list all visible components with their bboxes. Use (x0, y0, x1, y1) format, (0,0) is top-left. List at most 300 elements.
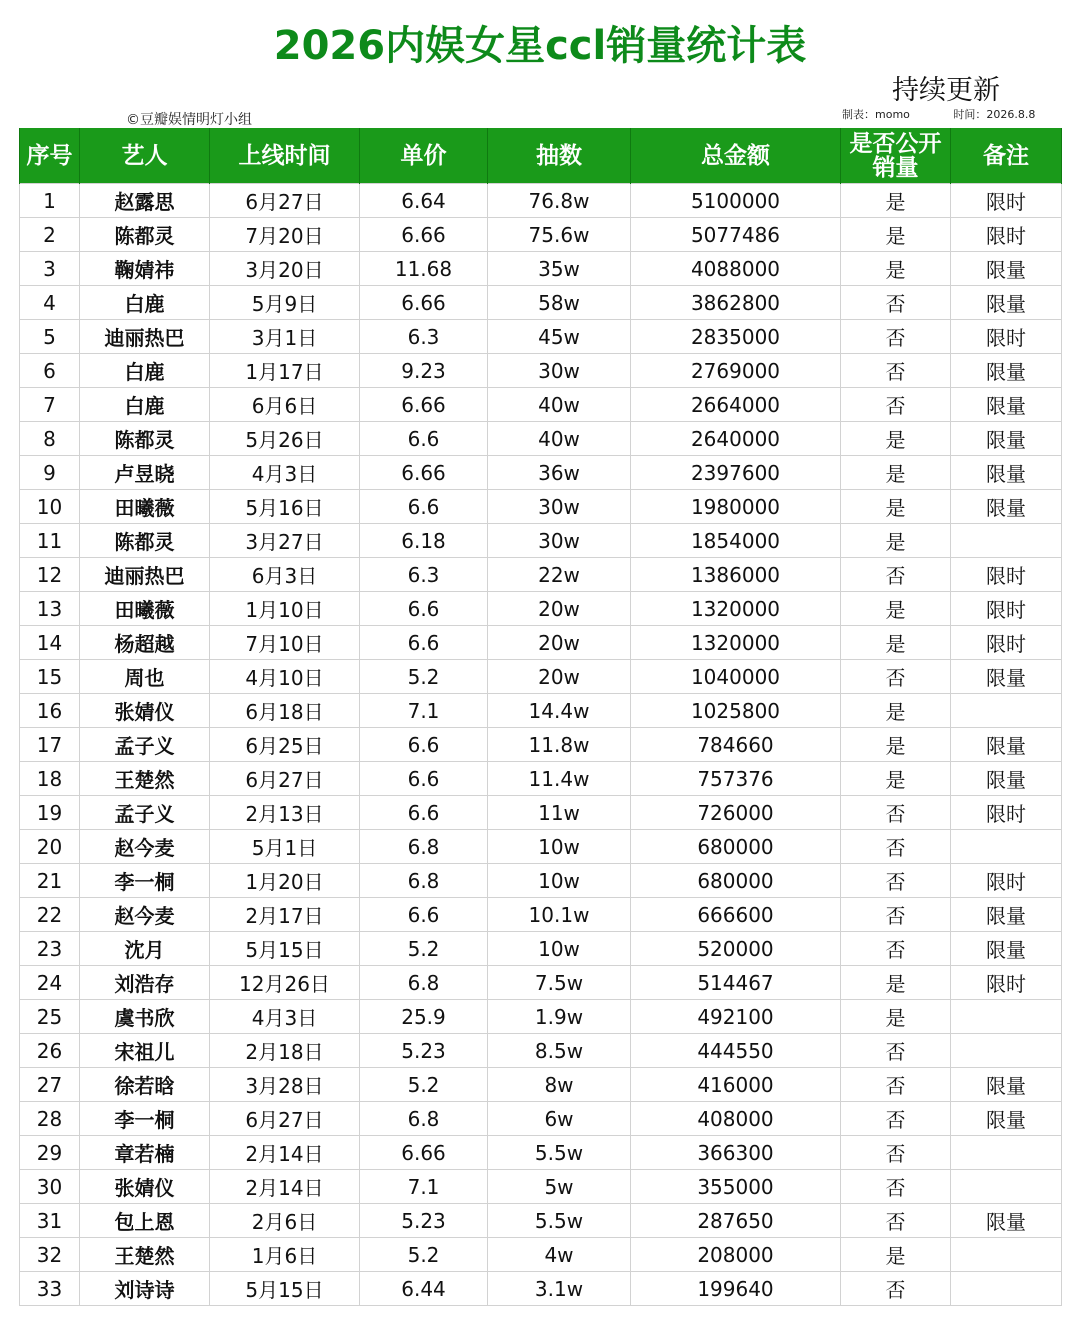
cell-index: 19 (20, 796, 80, 830)
cell-unit-price: 5.2 (360, 1068, 488, 1102)
cell-public-sales: 是 (841, 218, 951, 252)
cell-artist: 迪丽热巴 (80, 558, 210, 592)
header-artist: 艺人 (80, 128, 210, 184)
cell-unit-price: 5.2 (360, 932, 488, 966)
table-row (20, 1034, 1062, 1068)
cell-artist: 田曦薇 (80, 490, 210, 524)
header-public-line2: 销量 (872, 154, 919, 181)
cell-artist: 迪丽热巴 (80, 320, 210, 354)
cell-note: 限时 (951, 864, 1062, 898)
cell-total-amount: 199640 (631, 1272, 841, 1306)
cell-index: 23 (20, 932, 80, 966)
header-total-amount: 总金额 (631, 128, 841, 184)
cell-total-amount: 666600 (631, 898, 841, 932)
cell-note: 限时 (951, 592, 1062, 626)
cell-public-sales: 否 (841, 830, 951, 864)
cell-draws: 76.8w (488, 184, 631, 218)
table-row (20, 558, 1062, 592)
cell-index: 30 (20, 1170, 80, 1204)
cell-draws: 30w (488, 524, 631, 558)
cell-index: 3 (20, 252, 80, 286)
cell-unit-price: 6.3 (360, 320, 488, 354)
cell-draws: 11.8w (488, 728, 631, 762)
cell-total-amount: 2397600 (631, 456, 841, 490)
cell-total-amount: 366300 (631, 1136, 841, 1170)
cell-unit-price: 6.3 (360, 558, 488, 592)
cell-total-amount: 2769000 (631, 354, 841, 388)
cell-release-date: 12月26日 (210, 966, 360, 1000)
table-row (20, 286, 1062, 320)
cell-total-amount: 4088000 (631, 252, 841, 286)
cell-draws: 6w (488, 1102, 631, 1136)
cell-release-date: 6月25日 (210, 728, 360, 762)
cell-unit-price: 6.66 (360, 388, 488, 422)
cell-public-sales: 是 (841, 456, 951, 490)
cell-public-sales: 否 (841, 558, 951, 592)
cell-draws: 10w (488, 830, 631, 864)
cell-draws: 11w (488, 796, 631, 830)
cell-release-date: 2月6日 (210, 1204, 360, 1238)
cell-public-sales: 否 (841, 660, 951, 694)
cell-total-amount: 514467 (631, 966, 841, 1000)
cell-artist: 白鹿 (80, 354, 210, 388)
cell-note (951, 830, 1062, 864)
cell-unit-price: 6.6 (360, 422, 488, 456)
cell-draws: 58w (488, 286, 631, 320)
cell-total-amount: 1320000 (631, 592, 841, 626)
cell-public-sales: 是 (841, 1000, 951, 1034)
cell-note: 限时 (951, 796, 1062, 830)
cell-artist: 赵今麦 (80, 830, 210, 864)
cell-index: 5 (20, 320, 80, 354)
cell-draws: 3.1w (488, 1272, 631, 1306)
header-public-line1: 是否公开 (849, 130, 942, 157)
cell-draws: 35w (488, 252, 631, 286)
cell-index: 12 (20, 558, 80, 592)
cell-release-date: 6月6日 (210, 388, 360, 422)
cell-note: 限量 (951, 1102, 1062, 1136)
cell-public-sales: 否 (841, 1034, 951, 1068)
cell-release-date: 4月3日 (210, 1000, 360, 1034)
cell-index: 27 (20, 1068, 80, 1102)
cell-draws: 4w (488, 1238, 631, 1272)
cell-release-date: 7月20日 (210, 218, 360, 252)
cell-artist: 赵露思 (80, 184, 210, 218)
cell-public-sales: 是 (841, 694, 951, 728)
cell-release-date: 1月20日 (210, 864, 360, 898)
cell-release-date: 3月20日 (210, 252, 360, 286)
cell-artist: 卢昱晓 (80, 456, 210, 490)
cell-release-date: 2月14日 (210, 1170, 360, 1204)
cell-total-amount: 757376 (631, 762, 841, 796)
table-row (20, 1136, 1062, 1170)
cell-unit-price: 6.6 (360, 762, 488, 796)
table-row (20, 1102, 1062, 1136)
maker-time: 时间：2026.8.8 (953, 108, 1036, 121)
header-draws: 抽数 (488, 128, 631, 184)
cell-total-amount: 5100000 (631, 184, 841, 218)
cell-total-amount: 1040000 (631, 660, 841, 694)
cell-index: 6 (20, 354, 80, 388)
cell-public-sales: 否 (841, 320, 951, 354)
cell-index: 7 (20, 388, 80, 422)
cell-note: 限量 (951, 422, 1062, 456)
cell-draws: 30w (488, 490, 631, 524)
table-row (20, 898, 1062, 932)
update-subtitle: 持续更新 (892, 75, 1000, 106)
cell-index: 26 (20, 1034, 80, 1068)
cell-artist: 张婧仪 (80, 694, 210, 728)
cell-draws: 40w (488, 422, 631, 456)
table-row (20, 218, 1062, 252)
cell-public-sales: 否 (841, 864, 951, 898)
source-credit: ©豆瓣娱情明灯小组 (126, 112, 252, 128)
cell-note: 限量 (951, 932, 1062, 966)
cell-unit-price: 6.6 (360, 796, 488, 830)
cell-unit-price: 6.6 (360, 592, 488, 626)
table-row (20, 626, 1062, 660)
cell-total-amount: 726000 (631, 796, 841, 830)
cell-artist: 王楚然 (80, 762, 210, 796)
cell-public-sales: 是 (841, 966, 951, 1000)
cell-total-amount: 2640000 (631, 422, 841, 456)
cell-public-sales: 是 (841, 728, 951, 762)
cell-total-amount: 1025800 (631, 694, 841, 728)
table-row (20, 1238, 1062, 1272)
cell-release-date: 2月13日 (210, 796, 360, 830)
cell-total-amount: 492100 (631, 1000, 841, 1034)
cell-total-amount: 680000 (631, 830, 841, 864)
cell-note: 限量 (951, 456, 1062, 490)
cell-artist: 白鹿 (80, 286, 210, 320)
cell-public-sales: 是 (841, 524, 951, 558)
cell-artist: 鞠婧祎 (80, 252, 210, 286)
cell-index: 9 (20, 456, 80, 490)
cell-release-date: 5月26日 (210, 422, 360, 456)
cell-note (951, 1034, 1062, 1068)
cell-release-date: 3月28日 (210, 1068, 360, 1102)
cell-public-sales: 否 (841, 796, 951, 830)
table-row (20, 1068, 1062, 1102)
cell-unit-price: 7.1 (360, 694, 488, 728)
cell-note: 限量 (951, 354, 1062, 388)
cell-total-amount: 2835000 (631, 320, 841, 354)
cell-unit-price: 6.66 (360, 286, 488, 320)
cell-index: 14 (20, 626, 80, 660)
cell-note: 限量 (951, 388, 1062, 422)
cell-public-sales: 是 (841, 626, 951, 660)
cell-unit-price: 6.66 (360, 1136, 488, 1170)
cell-total-amount: 1386000 (631, 558, 841, 592)
cell-total-amount: 287650 (631, 1204, 841, 1238)
cell-artist: 孟子义 (80, 728, 210, 762)
cell-release-date: 2月14日 (210, 1136, 360, 1170)
cell-index: 24 (20, 966, 80, 1000)
cell-unit-price: 9.23 (360, 354, 488, 388)
header-index: 序号 (20, 128, 80, 184)
cell-total-amount: 355000 (631, 1170, 841, 1204)
cell-unit-price: 6.66 (360, 456, 488, 490)
cell-note: 限时 (951, 218, 1062, 252)
cell-unit-price: 6.8 (360, 864, 488, 898)
cell-index: 17 (20, 728, 80, 762)
cell-public-sales: 是 (841, 490, 951, 524)
cell-note: 限量 (951, 762, 1062, 796)
cell-draws: 20w (488, 626, 631, 660)
cell-unit-price: 5.2 (360, 660, 488, 694)
cell-artist: 李一桐 (80, 864, 210, 898)
cell-artist: 孟子义 (80, 796, 210, 830)
header-note: 备注 (951, 128, 1062, 184)
cell-artist: 张婧仪 (80, 1170, 210, 1204)
table-row (20, 864, 1062, 898)
cell-unit-price: 6.8 (360, 830, 488, 864)
table-row (20, 1000, 1062, 1034)
cell-public-sales: 否 (841, 1272, 951, 1306)
cell-index: 31 (20, 1204, 80, 1238)
cell-draws: 11.4w (488, 762, 631, 796)
cell-artist: 宋祖儿 (80, 1034, 210, 1068)
cell-draws: 22w (488, 558, 631, 592)
table-row (20, 320, 1062, 354)
cell-release-date: 4月10日 (210, 660, 360, 694)
cell-note: 限量 (951, 490, 1062, 524)
cell-release-date: 5月15日 (210, 932, 360, 966)
cell-index: 29 (20, 1136, 80, 1170)
cell-note: 限量 (951, 1068, 1062, 1102)
cell-draws: 30w (488, 354, 631, 388)
cell-public-sales: 是 (841, 252, 951, 286)
cell-note: 限时 (951, 320, 1062, 354)
cell-unit-price: 6.64 (360, 184, 488, 218)
cell-index: 21 (20, 864, 80, 898)
cell-release-date: 1月17日 (210, 354, 360, 388)
cell-unit-price: 6.6 (360, 626, 488, 660)
cell-release-date: 1月10日 (210, 592, 360, 626)
cell-note: 限量 (951, 1204, 1062, 1238)
cell-total-amount: 520000 (631, 932, 841, 966)
cell-note (951, 1238, 1062, 1272)
cell-artist: 陈都灵 (80, 422, 210, 456)
cell-public-sales: 否 (841, 1068, 951, 1102)
cell-artist: 白鹿 (80, 388, 210, 422)
cell-index: 32 (20, 1238, 80, 1272)
cell-artist: 陈都灵 (80, 218, 210, 252)
cell-index: 2 (20, 218, 80, 252)
cell-draws: 14.4w (488, 694, 631, 728)
cell-note: 限时 (951, 626, 1062, 660)
cell-draws: 8.5w (488, 1034, 631, 1068)
cell-total-amount: 5077486 (631, 218, 841, 252)
cell-draws: 45w (488, 320, 631, 354)
cell-public-sales: 是 (841, 422, 951, 456)
cell-release-date: 3月27日 (210, 524, 360, 558)
cell-release-date: 2月18日 (210, 1034, 360, 1068)
cell-note: 限量 (951, 728, 1062, 762)
cell-total-amount: 416000 (631, 1068, 841, 1102)
cell-total-amount: 1320000 (631, 626, 841, 660)
table-body (20, 184, 1062, 1306)
cell-index: 28 (20, 1102, 80, 1136)
cell-artist: 包上恩 (80, 1204, 210, 1238)
cell-draws: 10w (488, 932, 631, 966)
cell-artist: 田曦薇 (80, 592, 210, 626)
table-row (20, 592, 1062, 626)
header-unit-price: 单价 (360, 128, 488, 184)
table-row (20, 184, 1062, 218)
cell-note: 限量 (951, 898, 1062, 932)
cell-artist: 赵今麦 (80, 898, 210, 932)
cell-unit-price: 5.23 (360, 1204, 488, 1238)
table-header-row (20, 128, 1062, 184)
cell-index: 18 (20, 762, 80, 796)
table-row (20, 1204, 1062, 1238)
cell-release-date: 5月15日 (210, 1272, 360, 1306)
cell-note: 限时 (951, 184, 1062, 218)
table-row (20, 966, 1062, 1000)
cell-draws: 10.1w (488, 898, 631, 932)
cell-index: 25 (20, 1000, 80, 1034)
cell-index: 33 (20, 1272, 80, 1306)
cell-public-sales: 否 (841, 1102, 951, 1136)
cell-index: 10 (20, 490, 80, 524)
cell-note: 限时 (951, 558, 1062, 592)
table-row (20, 252, 1062, 286)
cell-index: 1 (20, 184, 80, 218)
cell-unit-price: 11.68 (360, 252, 488, 286)
cell-artist: 徐若晗 (80, 1068, 210, 1102)
cell-index: 4 (20, 286, 80, 320)
table-row (20, 830, 1062, 864)
cell-draws: 40w (488, 388, 631, 422)
cell-unit-price: 6.6 (360, 728, 488, 762)
cell-unit-price: 25.9 (360, 1000, 488, 1034)
cell-release-date: 5月1日 (210, 830, 360, 864)
cell-artist: 王楚然 (80, 1238, 210, 1272)
cell-index: 8 (20, 422, 80, 456)
maker-label: 制表：momo (842, 108, 910, 121)
cell-draws: 20w (488, 592, 631, 626)
cell-release-date: 5月16日 (210, 490, 360, 524)
cell-draws: 75.6w (488, 218, 631, 252)
table-row (20, 524, 1062, 558)
cell-note (951, 694, 1062, 728)
cell-note (951, 1000, 1062, 1034)
cell-total-amount: 784660 (631, 728, 841, 762)
cell-note (951, 524, 1062, 558)
cell-total-amount: 1980000 (631, 490, 841, 524)
cell-unit-price: 6.6 (360, 490, 488, 524)
cell-unit-price: 5.23 (360, 1034, 488, 1068)
header-release-date: 上线时间 (210, 128, 360, 184)
cell-artist: 章若楠 (80, 1136, 210, 1170)
cell-unit-price: 6.8 (360, 1102, 488, 1136)
cell-unit-price: 6.66 (360, 218, 488, 252)
cell-index: 22 (20, 898, 80, 932)
cell-artist: 李一桐 (80, 1102, 210, 1136)
cell-draws: 5.5w (488, 1136, 631, 1170)
cell-unit-price: 5.2 (360, 1238, 488, 1272)
cell-draws: 5.5w (488, 1204, 631, 1238)
cell-draws: 7.5w (488, 966, 631, 1000)
table-row (20, 456, 1062, 490)
cell-artist: 陈都灵 (80, 524, 210, 558)
cell-unit-price: 6.8 (360, 966, 488, 1000)
cell-release-date: 6月3日 (210, 558, 360, 592)
cell-artist: 沈月 (80, 932, 210, 966)
cell-note: 限量 (951, 660, 1062, 694)
cell-public-sales: 是 (841, 184, 951, 218)
cell-index: 11 (20, 524, 80, 558)
cell-total-amount: 408000 (631, 1102, 841, 1136)
header-public-sales (841, 128, 951, 184)
table-row (20, 694, 1062, 728)
cell-total-amount: 3862800 (631, 286, 841, 320)
cell-note (951, 1136, 1062, 1170)
cell-public-sales: 是 (841, 1238, 951, 1272)
cell-release-date: 6月27日 (210, 762, 360, 796)
table-row (20, 932, 1062, 966)
cell-release-date: 6月18日 (210, 694, 360, 728)
cell-release-date: 3月1日 (210, 320, 360, 354)
cell-public-sales: 否 (841, 354, 951, 388)
cell-artist: 刘诗诗 (80, 1272, 210, 1306)
cell-total-amount: 444550 (631, 1034, 841, 1068)
cell-artist: 杨超越 (80, 626, 210, 660)
table-row (20, 1272, 1062, 1306)
table-row (20, 354, 1062, 388)
table-row (20, 728, 1062, 762)
cell-draws: 20w (488, 660, 631, 694)
table-row (20, 762, 1062, 796)
cell-draws: 36w (488, 456, 631, 490)
cell-release-date: 5月9日 (210, 286, 360, 320)
cell-draws: 8w (488, 1068, 631, 1102)
cell-public-sales: 否 (841, 932, 951, 966)
cell-public-sales: 否 (841, 1204, 951, 1238)
cell-index: 13 (20, 592, 80, 626)
maker-info (842, 106, 1035, 122)
cell-total-amount: 680000 (631, 864, 841, 898)
cell-public-sales: 否 (841, 388, 951, 422)
cell-index: 20 (20, 830, 80, 864)
table-row (20, 490, 1062, 524)
table-row (20, 1170, 1062, 1204)
cell-unit-price: 6.44 (360, 1272, 488, 1306)
cell-draws: 10w (488, 864, 631, 898)
cell-release-date: 4月3日 (210, 456, 360, 490)
cell-note: 限时 (951, 966, 1062, 1000)
cell-public-sales: 是 (841, 762, 951, 796)
cell-public-sales: 否 (841, 1170, 951, 1204)
cell-note: 限量 (951, 286, 1062, 320)
cell-public-sales: 否 (841, 286, 951, 320)
page-title: 2026内娱女星ccl销量统计表 (273, 23, 807, 69)
cell-unit-price: 6.6 (360, 898, 488, 932)
cell-index: 15 (20, 660, 80, 694)
cell-artist: 刘浩存 (80, 966, 210, 1000)
cell-release-date: 6月27日 (210, 1102, 360, 1136)
table-row (20, 388, 1062, 422)
cell-release-date: 7月10日 (210, 626, 360, 660)
cell-index: 16 (20, 694, 80, 728)
cell-release-date: 1月6日 (210, 1238, 360, 1272)
cell-note (951, 1272, 1062, 1306)
cell-total-amount: 208000 (631, 1238, 841, 1272)
table-row (20, 796, 1062, 830)
cell-public-sales: 否 (841, 1136, 951, 1170)
cell-release-date: 2月17日 (210, 898, 360, 932)
